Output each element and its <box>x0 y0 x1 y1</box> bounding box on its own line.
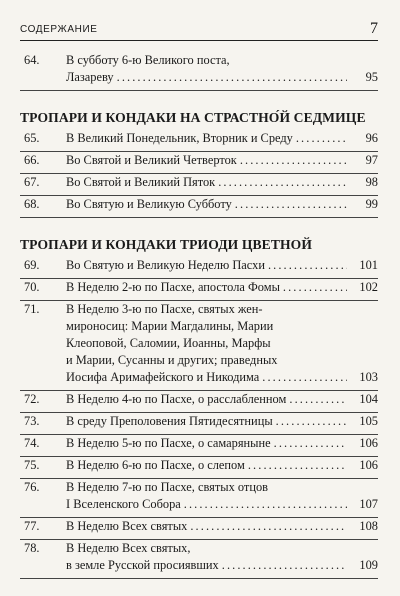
entry-number: 70. <box>24 280 40 294</box>
section-title: ТРОПАРИ И КОНДАКИ НА СТРАСТНО́Й СЕДМИЦЕ <box>20 110 366 125</box>
entry-title <box>66 413 350 430</box>
entry-last-line <box>66 279 350 296</box>
entry-title <box>66 257 350 274</box>
entry-page: 101 <box>359 258 378 272</box>
entry-title-line: В Неделю Всех святых <box>66 519 188 533</box>
entry-page: 102 <box>359 280 378 294</box>
entry-last-line <box>66 257 350 274</box>
entry-title-line: Клеоповой, Саломии, Иоанны, Марфы <box>66 336 271 350</box>
entry-title <box>66 435 350 452</box>
entry-last-line <box>66 152 350 169</box>
entry-title <box>66 196 350 213</box>
entry-page: 103 <box>359 370 378 384</box>
entry-title <box>66 279 350 296</box>
toc-entry <box>20 457 378 474</box>
section-title: ТРОПАРИ И КОНДАКИ ТРИОДИ ЦВЕТНОЙ <box>20 237 313 252</box>
entry-last-line <box>66 196 350 213</box>
entry-title-line: и Марии, Сусанны и других; праведных <box>66 353 278 367</box>
entry-number: 64. <box>24 53 40 67</box>
entry-number: 66. <box>24 153 40 167</box>
entry-title-line: В субботу 6-ю Великого поста, <box>66 53 230 67</box>
entry-title-line: Лазареву <box>66 70 114 84</box>
entry-last-line <box>66 435 350 452</box>
entry-number: 78. <box>24 541 40 555</box>
entry-title-line: I Вселенского Собора <box>66 497 181 511</box>
entry-title-line: В Неделю 4-ю по Пасхе, о расслабленном <box>66 392 287 406</box>
entry-number: 75. <box>24 458 40 472</box>
entry-title <box>66 174 350 191</box>
toc-entry <box>20 413 378 430</box>
leader-dots <box>117 69 347 86</box>
leader-dots <box>190 518 347 535</box>
entry-page: 98 <box>365 175 378 189</box>
toc-entry <box>20 130 378 147</box>
entry-title-line: Во Святую и Великую Субботу <box>66 197 232 211</box>
entry-title-line: В Неделю 2-ю по Пасхе, апостола Фомы <box>66 280 280 294</box>
leader-dots <box>235 196 347 213</box>
entry-title-line: В Неделю 6-ю по Пасхе, о слепом <box>66 458 245 472</box>
entry-title-line: Во Святой и Великий Четверток <box>66 153 237 167</box>
toc-entry <box>20 479 378 513</box>
entry-title-line: В Неделю 5-ю по Пасхе, о самаряныне <box>66 436 271 450</box>
leader-dots <box>276 413 347 430</box>
running-head-title: СОДЕРЖАНИЕ <box>20 24 98 35</box>
entry-last-line <box>66 457 350 474</box>
running-head <box>20 22 378 41</box>
entry-title-line: Во Святую и Великую Неделю Пасхи <box>66 258 265 272</box>
entry-title-line: В Неделю 3-ю по Пасхе, святых жен- <box>66 302 263 316</box>
entry-last-line <box>66 518 350 535</box>
entry-title <box>66 518 350 535</box>
toc-entry <box>20 52 378 86</box>
entry-title-line: В Неделю 7-ю по Пасхе, святых отцов <box>66 480 268 494</box>
entry-last-line <box>66 557 350 574</box>
entry-divider <box>20 578 378 579</box>
entry-title-line: В среду Преполовения Пятидесятницы <box>66 414 273 428</box>
entry-title <box>66 301 350 386</box>
entry-title <box>66 52 350 86</box>
entry-title <box>66 152 350 169</box>
leader-dots <box>184 496 347 513</box>
toc-entry <box>20 196 378 213</box>
toc-entry <box>20 391 378 408</box>
entry-page: 108 <box>359 519 378 533</box>
entry-page: 97 <box>365 153 378 167</box>
entry-page: 105 <box>359 414 378 428</box>
entry-title-line: В Великий Понедельник, Вторник и Среду <box>66 131 293 145</box>
toc-entry <box>20 257 378 274</box>
entry-number: 76. <box>24 480 40 494</box>
entry-last-line <box>66 130 350 147</box>
entry-title-line: В Неделю Всех святых, <box>66 541 191 555</box>
entry-last-line <box>66 413 350 430</box>
entry-number: 65. <box>24 131 40 145</box>
leader-dots <box>296 130 347 147</box>
entry-number: 69. <box>24 258 40 272</box>
entry-page: 106 <box>359 436 378 450</box>
entry-number: 77. <box>24 519 40 533</box>
entry-number: 68. <box>24 197 40 211</box>
entry-number: 67. <box>24 175 40 189</box>
entry-number: 73. <box>24 414 40 428</box>
leader-dots <box>222 557 347 574</box>
entry-title-line: Во Святой и Великий Пяток <box>66 175 216 189</box>
leader-dots <box>240 152 347 169</box>
entry-page: 109 <box>359 558 378 572</box>
toc-entry <box>20 518 378 535</box>
entry-last-line <box>66 391 350 408</box>
table-of-contents <box>20 52 378 579</box>
entry-title <box>66 540 350 574</box>
entry-page: 96 <box>365 131 378 145</box>
leader-dots <box>218 174 347 191</box>
leader-dots <box>289 391 347 408</box>
toc-entry <box>20 279 378 296</box>
toc-entry <box>20 301 378 386</box>
entry-number: 72. <box>24 392 40 406</box>
entry-page: 107 <box>359 497 378 511</box>
entry-last-line <box>66 174 350 191</box>
entry-number: 71. <box>24 302 40 316</box>
toc-entry <box>20 174 378 191</box>
entry-title-line: мироносиц: Марии Магдалины, Марии <box>66 319 274 333</box>
entry-page: 95 <box>365 70 378 84</box>
leader-dots <box>283 279 347 296</box>
leader-dots <box>268 257 347 274</box>
leader-dots <box>248 457 347 474</box>
entry-title-line: Иосифа Аримафейского и Никодима <box>66 370 260 384</box>
entry-title <box>66 457 350 474</box>
leader-dots <box>262 369 347 386</box>
entry-divider <box>20 90 378 91</box>
toc-entry <box>20 435 378 452</box>
toc-entry <box>20 540 378 574</box>
entry-last-line <box>66 369 350 386</box>
entry-last-line <box>66 496 350 513</box>
entry-divider <box>20 217 378 218</box>
entry-title <box>66 130 350 147</box>
entry-title <box>66 479 350 513</box>
entry-number: 74. <box>24 436 40 450</box>
entry-title <box>66 391 350 408</box>
leader-dots <box>274 435 347 452</box>
page-number: 7 <box>370 20 378 37</box>
entry-last-line <box>66 69 350 86</box>
entry-page: 104 <box>359 392 378 406</box>
entry-page: 106 <box>359 458 378 472</box>
entry-title-line: в земле Русской просиявших <box>66 558 219 572</box>
entry-page: 99 <box>365 197 378 211</box>
toc-entry <box>20 152 378 169</box>
